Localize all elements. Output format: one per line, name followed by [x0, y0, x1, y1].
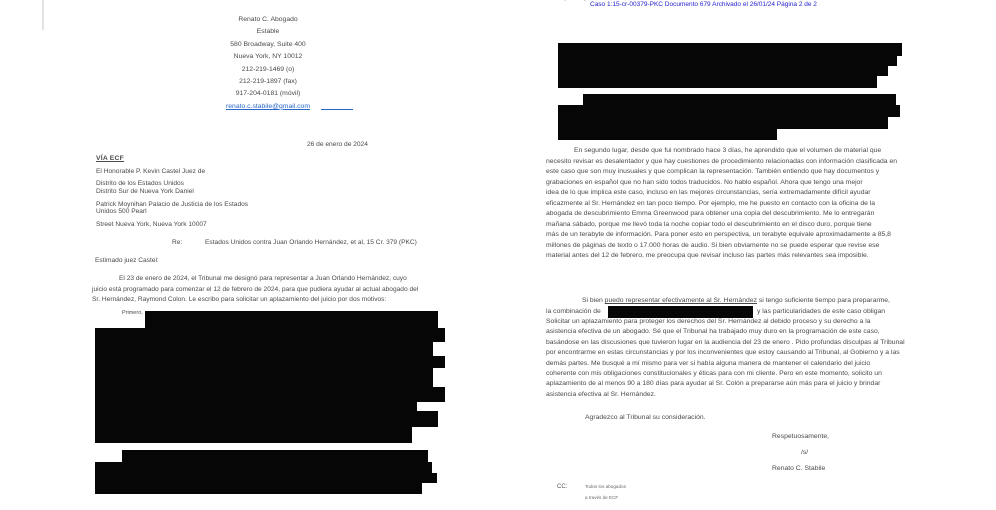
body-line: y las particularidades de este caso obligan	[757, 307, 886, 315]
recipient-line: Street Nueva York, Nueva York 10007	[96, 221, 207, 228]
redaction-bar	[558, 76, 877, 88]
body-line	[582, 298, 890, 305]
redaction-bar-inline	[608, 306, 753, 318]
body-line: demás partes. Me busqué a mí mismo para ver si había alguna manera de mantener el calendario del juicio	[546, 359, 871, 367]
body-line: este caso que son muy inusuales y que complican la representación. También entiendo que hay documentos y	[546, 168, 880, 175]
redaction-intro-word: Primero,	[122, 310, 143, 316]
recipient-line: Distrito de los Estados Unidos	[96, 180, 184, 187]
redaction-bar	[558, 43, 902, 56]
redaction-bar	[95, 462, 432, 473]
body-line: por encontrarme en estas circunstancias y por los inconvenientes que estoy causando al Tribunal, al Gobierno y a las	[546, 349, 900, 357]
body-line: aplazamiento de al menos 90 a 180 días para ayudar al Sr. Colón a prepararse aún más para el juicio y brindar	[546, 380, 881, 388]
body-line: idea de lo que implica este caso, incluso en las mejores circunstancias, sería extremadamente difícil ayudar	[546, 189, 871, 196]
recipient-line: Unidos 500 Pearl	[96, 208, 147, 215]
letterhead-phone-fax: 212-219-1897 (fax)	[239, 78, 297, 86]
redaction-bar	[95, 328, 445, 342]
court-filing-stamp: Caso 1:15-cr-00379-PKC Documento 679 Archivado el 26/01/24 Página 2 de 2	[590, 1, 817, 8]
re-label: Re:	[172, 239, 183, 246]
recipient-line: El Honorable P. Kevin Castel Juez de	[96, 168, 206, 175]
redaction-bar	[95, 356, 445, 368]
redaction-bar	[145, 311, 438, 328]
scan-edge-artifact	[42, 0, 44, 30]
recipient-line: Patrick Moynihan Palacio de Justicia de los Estados	[96, 200, 249, 208]
body-line: mañana sábado, porque me llevó toda la noche copiar todo el descubrimiento en el disco duro, porque tiene	[546, 220, 872, 228]
cc-line: Todos los abogados	[585, 484, 626, 489]
redaction-bar	[558, 117, 888, 129]
salutation: Estimado juez Castel:	[95, 257, 159, 264]
body-line: abogada de descubrimiento Emma Greenwood para obtener una copia del descubrimiento. Me lo entregarán	[546, 210, 875, 217]
redaction-bar	[95, 387, 445, 402]
redaction-bar	[583, 94, 896, 105]
body-line: la combinación de	[546, 307, 601, 315]
redaction-bar	[95, 427, 412, 443]
letter-date: 26 de enero de 2024	[307, 141, 368, 148]
redaction-bar	[558, 66, 888, 76]
underlined-phrase: puedo representar efectivamente al Sr. Hernández	[604, 297, 757, 304]
re-case-caption: Estados Unidos contra Juan Orlando Hernández, et al, 15 Cr. 379 (PKC)	[205, 239, 417, 246]
via-ecf-label: VÍA ECF	[96, 155, 124, 162]
body-line: En segundo lugar, desde que fui nombrado hace 3 días, he aprendido que el volumen de material que	[574, 147, 882, 154]
body-line: material antes del 12 de febrero, me preocupa que revisar incluso las partes más relevantes sea imposible.	[546, 252, 869, 259]
email-underline-tail	[321, 109, 353, 110]
redaction-bar	[558, 129, 777, 140]
machine-translated-note	[498, 0, 593, 1]
body-line: Solicitar un aplazamiento para proteger los derechos del Sr. Hernández al debido proceso y su derecho a la	[546, 318, 871, 325]
body-text: Si bien	[582, 297, 605, 304]
body-line: necesito revisar es desalentador y que hay cuestiones de procedimiento relacionadas con información clasificada en	[546, 157, 897, 165]
letterhead-address-line2: Nueva York, NY 10012	[233, 53, 303, 61]
email-link[interactable]: renato.c.stabile@gmail.com	[226, 102, 310, 110]
body-line: coherente con mis obligaciones constitucionales y éticas para con mi cliente. Pero en este momento, solicito un	[546, 370, 882, 377]
letterhead-phone-office: 212-219-1469 (o)	[241, 65, 295, 73]
signoff: Respetuosamente,	[772, 433, 830, 440]
body-line: más de un terabyte de información. Para poner esto en perspectiva, un terabyte equivale aproximadamente a 85,8	[546, 231, 891, 238]
body-line: basándose en las discusiones que tuvieron lugar en la audiencia del 23 de enero . Pido profundas disculpas al Tribunal	[546, 338, 905, 346]
redaction-bar	[95, 483, 422, 494]
letterhead-firm: Estable	[256, 28, 280, 36]
body-line: El 23 de enero de 2024, el Tribunal me designó para representar a Juan Orlando Hernández, cuyo	[119, 275, 407, 282]
body-line: millones de páginas de texto o 17.000 horas de audio. Si bien obviamente no se puede esperar que revise ese	[546, 241, 880, 249]
letterhead-phone-mobile: 917-204-0181 (móvil)	[235, 90, 301, 98]
body-text: si tengo suficiente tiempo para prepararme,	[756, 297, 890, 304]
body-line: grabaciones en español que no han sido todos traducidos. No hablo español. Ahora que tengo una mejor	[546, 178, 863, 186]
redaction-bar	[95, 402, 417, 411]
cc-label: CC:	[557, 484, 568, 490]
redaction-bar	[558, 56, 897, 66]
recipient-line: Distrito Sur de Nueva York Daniel	[96, 187, 194, 195]
cc-line: a través de ECF	[585, 495, 619, 500]
signature-slash-s: /s/	[801, 449, 809, 456]
body-line: eficazmente al Sr. Hernández en tan poco tiempo. Por ejemplo, me he puesto en contacto con la oficina de la	[546, 199, 876, 207]
redaction-bar	[558, 105, 900, 117]
redaction-bar	[95, 411, 438, 427]
body-line: asistencia efectiva de un abogado. Sé que el Tribunal ha trabajado muy duro en la programación de este caso,	[546, 328, 880, 336]
letterhead	[175, 14, 361, 113]
closing-line: Agradezco al Tribunal su consideración.	[585, 414, 706, 421]
body-line: asistencia efectiva al Sr. Hernández.	[546, 390, 656, 398]
redaction-bar	[95, 342, 433, 356]
redaction-bar	[95, 473, 437, 483]
body-line: juicio está programado para comenzar el 12 de febrero de 2024, para que pudiera ayudar al actual abogado del	[92, 285, 419, 293]
redaction-bar	[95, 368, 433, 387]
letterhead-name: Renato C. Abogado	[238, 16, 298, 23]
redaction-bar	[122, 450, 428, 462]
signature-name: Renato C. Stabile	[772, 465, 826, 472]
body-line: Sr. Hernández, Raymond Colon. Le escribo para solicitar un aplazamiento del juicio por dos motivos:	[92, 296, 387, 303]
letterhead-address-line1: 580 Broadway, Suite 400	[230, 40, 306, 48]
